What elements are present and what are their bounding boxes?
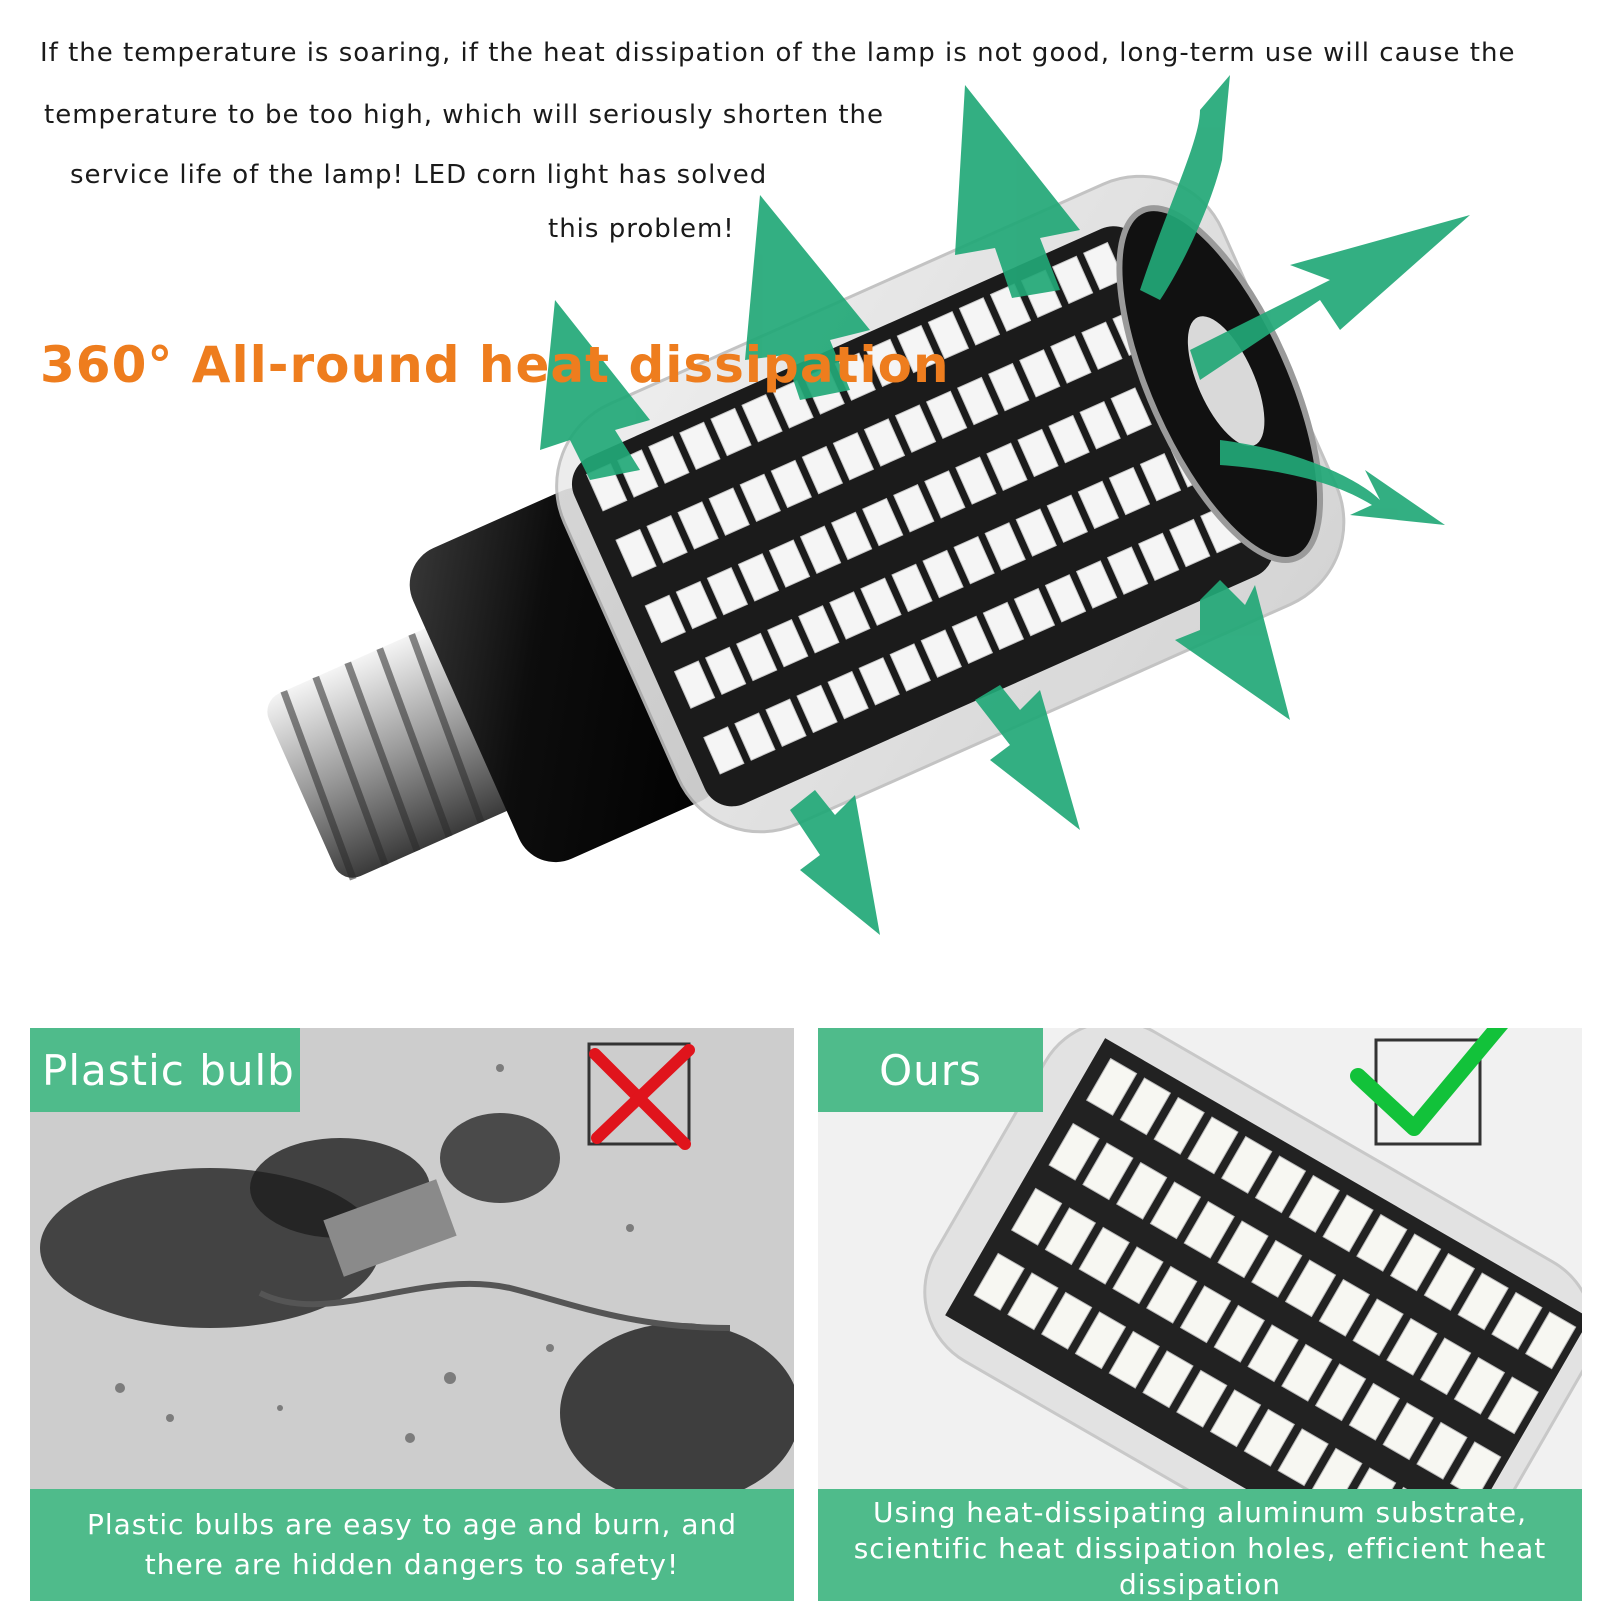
intro-line-4: this problem! bbox=[548, 214, 735, 244]
check-mark-icon bbox=[1336, 1028, 1556, 1158]
ours-caption-line-3: dissipation bbox=[1118, 1568, 1282, 1601]
plastic-bulb-caption-line-2: there are hidden dangers to safety! bbox=[144, 1548, 680, 1581]
plastic-bulb-tag-label: Plastic bulb bbox=[42, 1045, 295, 1095]
intro-line-3: service life of the lamp! LED corn light has solved bbox=[70, 160, 768, 190]
plastic-bulb-tag bbox=[30, 1028, 300, 1112]
ours-panel bbox=[818, 1028, 1582, 1601]
ours-tag-label: Ours bbox=[879, 1045, 982, 1095]
intro-line-2: temperature to be too high, which will seriously shorten the bbox=[44, 100, 884, 130]
ours-caption-line-1: Using heat-dissipating aluminum substrate, bbox=[873, 1496, 1527, 1529]
plastic-bulb-caption bbox=[30, 1489, 794, 1601]
headline: 360° All-round heat dissipation bbox=[40, 336, 950, 394]
cross-mark-icon bbox=[585, 1040, 697, 1152]
intro-line-1: If the temperature is soaring, if the heat dissipation of the lamp is not good, long-term use will cause the bbox=[40, 38, 1516, 68]
plastic-bulb-caption-line-1: Plastic bulbs are easy to age and burn, and bbox=[86, 1508, 738, 1541]
ours-caption-line-2: scientific heat dissipation holes, efficient heat bbox=[853, 1532, 1547, 1565]
ours-caption bbox=[818, 1489, 1582, 1601]
plastic-bulb-panel bbox=[30, 1028, 794, 1601]
ours-tag bbox=[818, 1028, 1043, 1112]
